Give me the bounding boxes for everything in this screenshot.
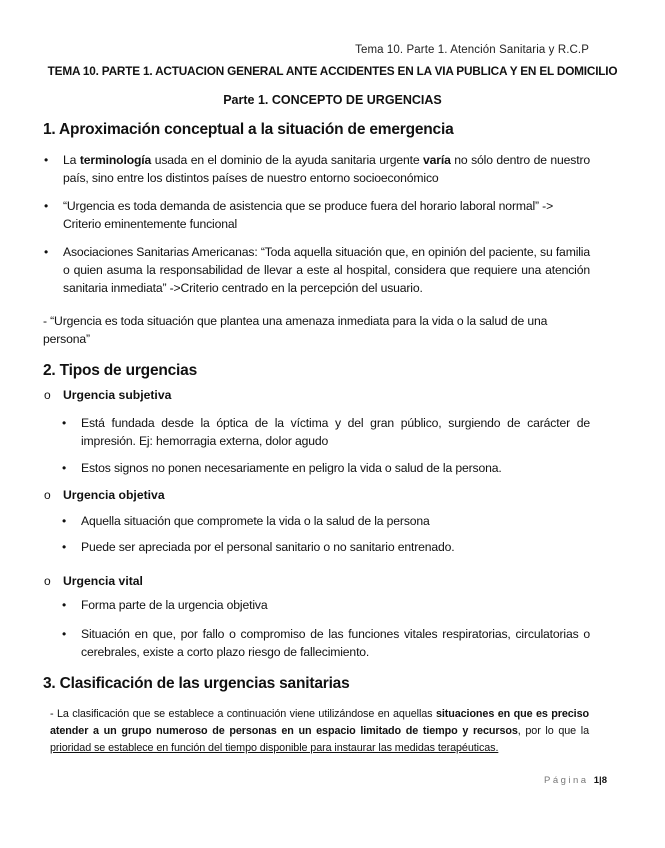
objetiva-item-2: Puede ser apreciada por el personal sanitario o no sanitario entrenado. <box>81 540 455 554</box>
footer-page-number: 1 <box>593 775 600 786</box>
section-3-heading: 3. Clasificación de las urgencias sanitarias <box>43 675 350 692</box>
footer-total-pages: 8 <box>601 775 607 786</box>
objetiva-item-1: Aquella situación que compromete la vida o la salud de la persona <box>81 514 430 528</box>
bullet-icon: • <box>62 461 67 475</box>
bullet-icon: • <box>62 514 67 528</box>
section-1-heading: 1. Aproximación conceptual a la situación de emergencia <box>43 121 454 138</box>
footer-separator: | <box>599 775 602 786</box>
bullet-icon: • <box>62 627 67 641</box>
urgencia-vital-heading: Urgencia vital <box>63 574 143 588</box>
bullet-icon: • <box>44 245 49 259</box>
urgencia-subjetiva-heading: Urgencia subjetiva <box>63 388 172 402</box>
vital-item-2: Situación en que, por fallo o compromiso de las funciones vitales respiratorias, circulatorias o cerebrales, existe a corto plazo riesgo de fallecimiento. <box>81 627 590 659</box>
subjetiva-item-2: Estos signos no ponen necesariamente en peligro la vida o salud de la persona. <box>81 461 502 475</box>
section-1-bullet-3: Asociaciones Sanitarias Americanas: “Toda aquella situación que, en opinión del paciente, su familia o quien asuma la responsabilidad de llevar a este al hospital, considera que requiere una atención sanitaria inmediata” ->Criterio centrado en la percepción del usuario. <box>63 245 590 295</box>
section-1-bullet-1: La terminología usada en el dominio de la ayuda sanitaria urgente varía no sólo dentro de nuestro país, sino entre los distintos países de nuestro entorno socioeconómico <box>63 153 590 185</box>
urgencia-objetiva-heading: Urgencia objetiva <box>63 488 165 502</box>
circle-bullet-icon: o <box>44 574 51 588</box>
bullet-icon: • <box>62 416 67 430</box>
bullet-icon: • <box>62 598 67 612</box>
vital-item-1: Forma parte de la urgencia objetiva <box>81 598 268 612</box>
page-footer <box>544 775 607 786</box>
running-header: Tema 10. Parte 1. Atención Sanitaria y R.C.P <box>355 44 589 56</box>
bullet-icon: • <box>62 540 67 554</box>
circle-bullet-icon: o <box>44 388 51 402</box>
circle-bullet-icon: o <box>44 488 51 502</box>
subjetiva-item-1: Está fundada desde la óptica de la víctima y del gran público, surgiendo de carácter de impresión. Ej: hemorragia externa, dolor agudo <box>81 416 590 448</box>
bullet-icon: • <box>44 153 49 167</box>
bullet-icon: • <box>44 199 49 213</box>
footer-label: Página <box>544 775 589 786</box>
part-title: Parte 1. CONCEPTO DE URGENCIAS <box>223 93 442 107</box>
section-2-heading: 2. Tipos de urgencias <box>43 362 198 379</box>
main-title: TEMA 10. PARTE 1. ACTUACION GENERAL ANTE ACCIDENTES EN LA VIA PUBLICA Y EN EL DOMICILIO <box>47 64 618 78</box>
urgencia-definition: - “Urgencia es toda situación que plantea una amenaza inmediata para la vida o la salud de una persona” <box>43 314 548 346</box>
section-1-bullet-2: “Urgencia es toda demanda de asistencia que se produce fuera del horario laboral normal” -> Criterio eminentemente funcional <box>63 199 554 231</box>
section-3-paragraph: - La clasificación que se establece a continuación viene utilizándose en aquellas situaciones en que es preciso atender a un grupo numeroso de personas en un espacio limitado de tiempo y recursos, por lo que la prioridad se establece en función del tiempo disponible para instaurar las medidas terapéuticas. <box>50 708 589 754</box>
